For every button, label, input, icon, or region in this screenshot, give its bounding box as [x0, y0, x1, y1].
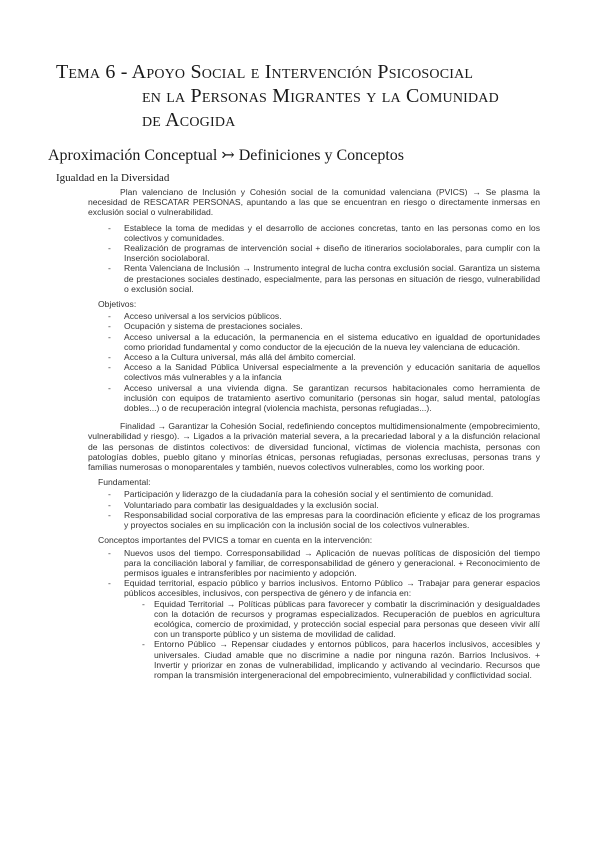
conceptos-sublist — [124, 599, 540, 681]
list-item: - Acceso universal a una vivienda digna. Se garantizan recursos habitacionales como herramienta de inclusión con equipos de tratamiento asertivo comunitario (personas sin hogar, salud mental, patologías dobles...) o de recuperación integral (violencia machista, personas refugiadas...). — [124, 383, 540, 414]
list-item: - Acceso universal a la educación, la permanencia en el sistema educativo en igualdad de oportunidades como prioridad fundamental y como conductor de la ejecución de la nueva ley valenciana de educación. — [124, 332, 540, 352]
finalidad-paragraph: Finalidad → Garantizar la Cohesión Social, redefiniendo conceptos multidimensionalmente (empobrecimiento, vulnerabilidad y riesgo). → Ligados a la privación material severa, a la precariedad laboral y a la disfunción relacional de las personas de distintos colectivos: de diversidad funcional, víctimas de violencia machista, personas con patologías dobles, pueblo gitano y minorías étnicas, personas refugiadas, personas exreclusas, personas trans y familias numerosas o monoparentales y también, nuevos colectivos vulnerables, como los working poor. — [88, 421, 540, 473]
sublist-item: - Entorno Público → Repensar ciudades y entornos públicos, para hacerlos inclusivos, accesibles y universales. Ciudad amable que no discrimine a nadie por ninguna razón. Barrios Inclusivos. + Invertir y priorizar en zonas de vulnerabilidad, implicando y activando al vecindario. Recursos que rompan la transmisión intergeneracional del empobrecimiento, vulnerabilidad y conflictividad social. — [154, 639, 540, 680]
list-item: - Acceso a la Cultura universal, más allá del ámbito comercial. — [124, 352, 540, 362]
intro-list — [88, 223, 540, 294]
document-body — [88, 187, 540, 684]
subsection-heading: Igualdad en la Diversidad — [56, 172, 170, 184]
title-line-2: en la Personas Migrantes y la Comunidad — [142, 85, 499, 107]
title-line-1: Tema 6 - Apoyo Social e Intervención Psicosocial — [56, 61, 474, 83]
sublist-item: - Equidad Territorial → Políticas públicas para favorecer y combatir la discriminación y desigualdades con la dotación de recursos y programas especializados. Recuperación de pueblos en agricultura ecológica, comercio de proximidad, y protección social especial para personas que deseen vivir allí con un transporte público y un sistema de movilidad de calidad. — [154, 599, 540, 640]
list-item — [124, 578, 540, 680]
list-item: - Acceso universal a los servicios públicos. — [124, 311, 540, 321]
section-heading: Aproximación Conceptual ↣ Definiciones y Conceptos — [48, 147, 404, 164]
intro-paragraph: Plan valenciano de Inclusión y Cohesión social de la comunidad valenciana (PVICS) → Se plasma la necesidad de RESCATAR PERSONAS, apuntando a las que se encuentran en riesgo o directamente inmersas en exclusión social o vulnerabilidad. — [88, 187, 540, 218]
fundamental-label: Fundamental: — [98, 477, 151, 488]
list-item: - Realización de programas de intervención social + diseño de itinerarios sociolaborales, para cumplir con la Inserción sociolaboral. — [124, 243, 540, 263]
fundamental-list — [88, 489, 540, 530]
objetivos-label: Objetivos: — [98, 299, 137, 310]
list-item: - Renta Valenciana de Inclusión → Instrumento integral de lucha contra exclusión social. Garantiza un sistema de prestaciones sociales destinado, especialmente, para las personas en situación de riesgo, vulnerabilidad o exclusión social. — [124, 263, 540, 294]
list-item: - Responsabilidad social corporativa de las empresas para la coordinación eficiente y eficaz de los programas y proyectos sociales en su implicación con la inclusión social de los colectivos vulnerables. — [124, 510, 540, 530]
list-item-text: Equidad territorial, espacio público y barrios inclusivos. Entorno Público → Trabajar para generar espacios públicos accesibles, inclusivos, con perspectiva de género y de infancia en: — [124, 578, 540, 599]
list-item: - Establece la toma de medidas y el desarrollo de acciones concretas, tanto en las personas como en los colectivos y comunidades. — [124, 223, 540, 243]
document-title — [56, 60, 556, 132]
list-item: - Voluntariado para combatir las desigualdades y la exclusión social. — [124, 500, 540, 510]
conceptos-label: Conceptos importantes del PVICS a tomar en cuenta en la intervención: — [98, 535, 373, 546]
conceptos-list — [88, 548, 540, 681]
list-item: - Nuevos usos del tiempo. Corresponsabilidad → Aplicación de nuevas políticas de disposición del tiempo para la conciliación laboral y familiar, de corresponsabilidad de género y generacional. + Reconocimiento de permisos iguales e intransferibles por nacimiento y adopción. — [124, 548, 540, 579]
title-line-3: de Acogida — [142, 109, 236, 131]
list-item: - Participación y liderazgo de la ciudadanía para la cohesión social y el sentimiento de comunidad. — [124, 489, 540, 499]
list-item: - Ocupación y sistema de prestaciones sociales. — [124, 321, 540, 331]
objetivos-list — [88, 311, 540, 413]
list-item: - Acceso a la Sanidad Pública Universal especialmente a la prevención y educación sanitaria de aquellos colectivos más vulnerables y a la infancia — [124, 362, 540, 382]
